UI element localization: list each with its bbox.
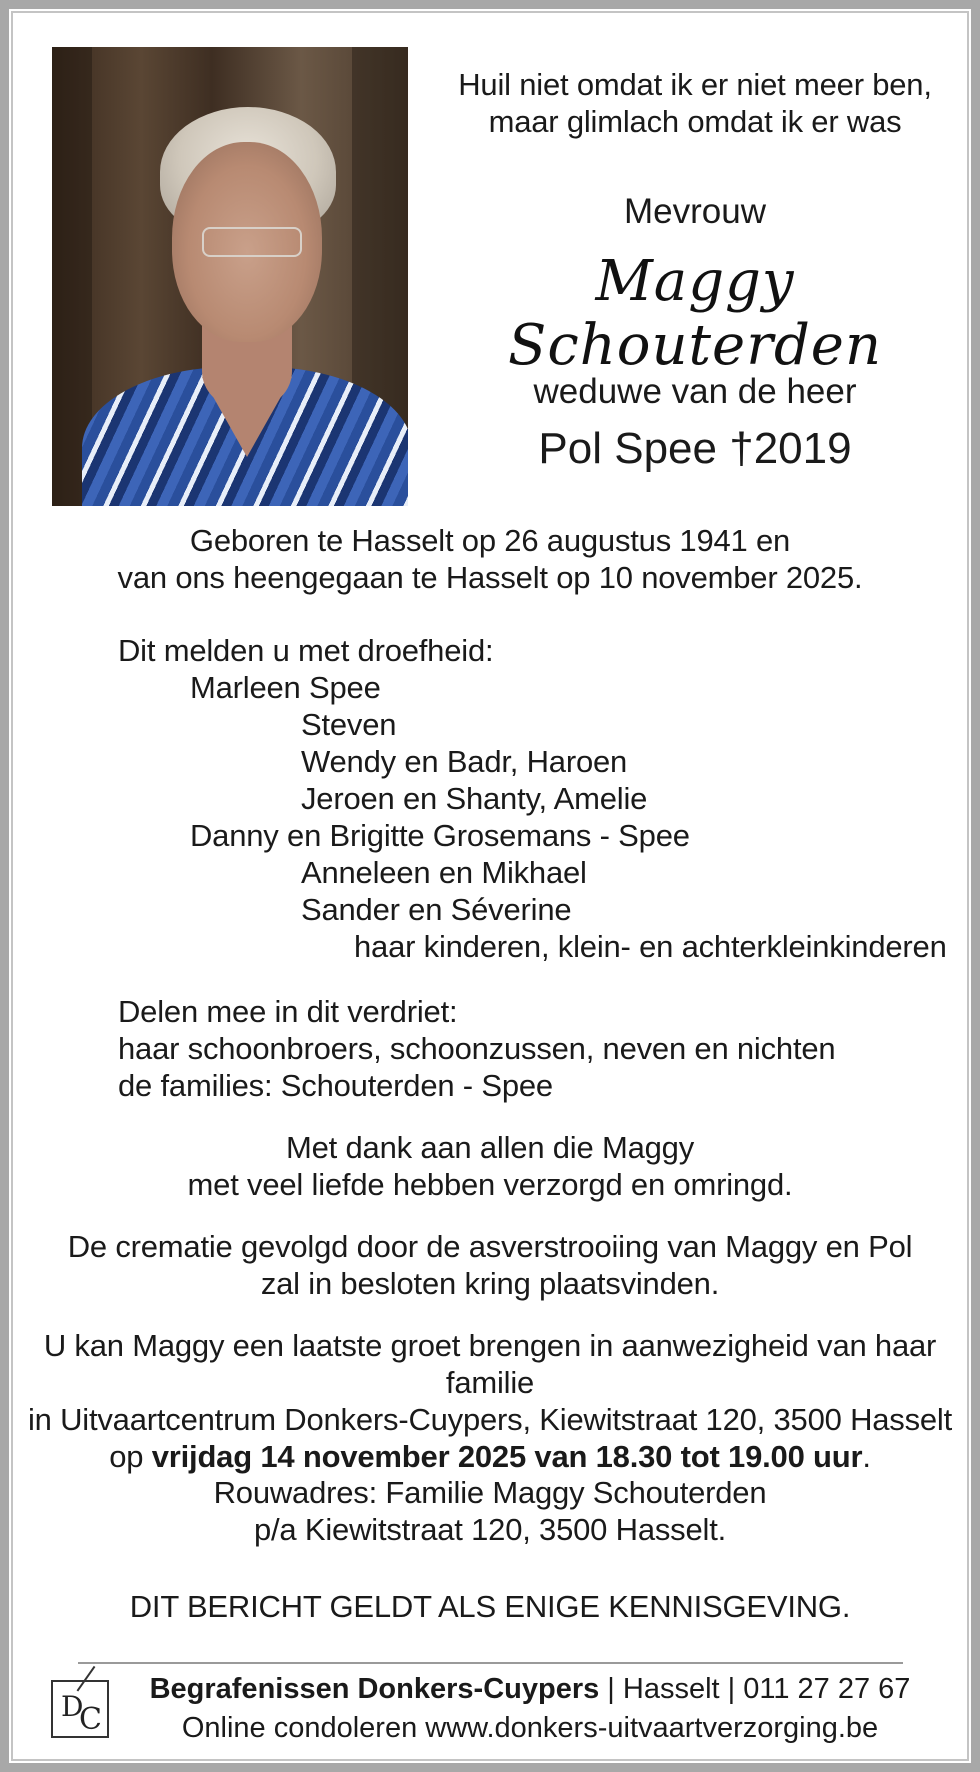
cremation-line-1: De crematie gevolgd door de asverstrooiing van Maggy en Pol [67,1229,913,1264]
family-intro: Dit melden u met droefheid: [118,633,494,668]
family-summary: haar kinderen, klein- en achterkleinkinderen [354,929,947,964]
family-member: Wendy en Badr, Haroen [301,744,628,779]
family-member: Danny en Brigitte Grosemans - Spee [190,818,690,853]
visit-datetime: vrijdag 14 november 2025 van 18.30 tot 19.00 uur [151,1439,863,1474]
family-member: Jeroen en Shanty, Amelie [301,781,648,816]
notice: DIT BERICHT GELDT ALS ENIGE KENNISGEVING. [129,1589,851,1624]
family-member: Steven [301,707,397,742]
sharing-line-2: de families: Schouterden - Spee [118,1068,553,1103]
portrait-glasses [202,227,302,257]
address-line-2: p/a Kiewitstraat 120, 3500 Hasselt. [253,1512,727,1547]
quote-line-1: Huil niet omdat ik er niet meer ben, [458,67,932,102]
sharing-section [118,993,958,1104]
visit-line-3 [20,1438,960,1475]
visit-line-1: U kan Maggy een laatste groet brengen in aanwezigheid van haar familie [43,1328,937,1400]
visit-section [20,1327,960,1475]
thanks-line-2: met veel liefde hebben verzorgd en omringd. [187,1167,793,1202]
family-announcement [118,632,958,965]
thanks-line-1: Met dank aan allen die Maggy [286,1130,694,1165]
quote [440,66,950,140]
family-member: Marleen Spee [190,670,381,705]
cremation-line-2: zal in besloten kring plaatsvinden. [260,1266,720,1301]
cremation-section [20,1228,960,1302]
logo-letter-d: D [61,1690,84,1723]
logo-letter-c: C [79,1702,102,1737]
sharing-intro: Delen mee in dit verdriet: [118,994,458,1029]
sharing-line-1: haar schoonbroers, schoonzussen, neven en nichten [118,1031,836,1066]
footer-divider [78,1662,903,1664]
quote-line-2: maar glimlach omdat ik er was [488,104,902,139]
footer-company: Begrafenissen Donkers-Cuypers [149,1673,600,1705]
visit-prefix: op [109,1439,152,1474]
footer-company-line [110,1672,950,1706]
address-section [20,1474,960,1548]
thanks-section [20,1129,960,1203]
portrait-photo [52,47,408,506]
visit-line-2: in Uitvaartcentrum Donkers-Cuypers, Kiewitstraat 120, 3500 Hasselt [27,1402,953,1437]
birth-line: Geboren te Hasselt op 26 augustus 1941 en [189,523,791,558]
family-member: Sander en Séverine [301,892,572,927]
dates [20,522,960,596]
visit-suffix: . [862,1439,871,1474]
footer-condolence[interactable]: Online condoleren www.donkers-uitvaartverzorging.be [181,1712,879,1744]
deceased-name: Maggy Schouterden [507,249,883,378]
spouse-name: Pol Spee †2019 [538,424,852,473]
funeral-home-logo [51,1680,109,1738]
portrait-neckline [202,377,292,457]
widow-of-text: weduwe van de heer [533,372,857,411]
deceased-title: Mevrouw [624,192,766,231]
address-line-1: Rouwadres: Familie Maggy Schouterden [213,1475,767,1510]
family-list [118,669,958,928]
footer-city-phone: | Hasselt | 011 27 27 67 [599,1673,911,1705]
death-line: van ons heengegaan te Hasselt op 10 november 2025. [117,560,863,595]
family-member: Anneleen en Mikhael [301,855,587,890]
